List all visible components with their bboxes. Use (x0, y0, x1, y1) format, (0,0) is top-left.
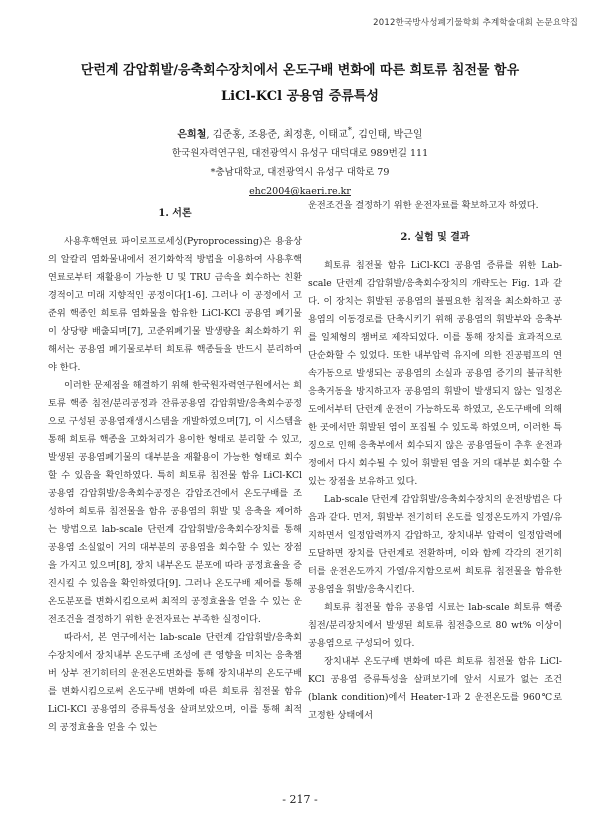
left-paragraph-2: 이러한 문제점을 해결하기 위해 한국원자력연구원에서는 희토류 핵종 침전/분리공정과 잔류공용염 감압휘발/응축회수공정으로 구성된 공용염재생시스템을 개발하였으며[7], 이 시스템을 통해 희토류 핵종을 고화처리가 용이한 형태로 분리할 수 있고, 발생된 공용염폐기물의 대부분을 재활용이 가능한 형태로 회수할 수 있음을 확인하였다. 특히 희토류 침전물 함유 LiCl-KCl 공용염 감압휘발/응축회수공정은 감압조건에서 온도구배를 조성하여 희토류 침전물을 함유 공용염의 휘발 및 응축을 제어하는 방법으로 lab-scale 단런계 감압휘발/응축회수장치를 통해 공용염 소실없이 거의 대부분의 공용염을 회수할 수 있는 장점을 가지고 있으며[8], 장치 내부온도 분포에 따라 공정효율을 증진시킬 수 있음을 확인하였다[9]. 그러나 온도구배 제어를 통해 온도분포를 변화시킴으로써 최적의 공정효율을 얻을 수 있는 운전조건을 결정하기 위한 운전자료는 부족한 실정이다. (48, 380, 302, 625)
title-line-2: LiCl-KCl 공용염 증류특성 (221, 89, 379, 104)
right-paragraph-2: Lab-scale 단런계 감압휘발/응축회수장치의 운전방법은 다음과 같다. 먼저, 휘발부 전기히터 온도를 일정온도까지 가열/유지하면서 일정압력까지 감압하고, 장치내부 압력이 일정압력에 도달하면 장치를 단런계로 전환하며, 이와 함께 각각의 전기히터를 운전온도까지 가열/유지함으로써 희토류 침전물을 함유한 공용염을 휘발/응축시킨다. (308, 494, 562, 595)
co-authors-2: , 김인태, 박근일 (351, 129, 423, 141)
affiliation-mark: * (347, 125, 352, 135)
running-header: 2012한국방사성폐기물학회 추계학술대회 논문요약집 (373, 18, 578, 28)
author-list (40, 121, 560, 144)
presenting-author: 은희철 (177, 129, 207, 141)
right-paragraph-0: 운전조건을 결정하기 위한 운전자료를 확보하고자 하였다. (308, 200, 539, 211)
author-email: ehc2004@kaeri.re.kr (249, 186, 351, 198)
right-column (308, 197, 562, 725)
right-paragraph-4: 장치내부 온도구배 변화에 따른 희토류 침전물 함유 LiCl-KCl 공용염 증류특성을 살펴보기에 앞서 시료가 없는 조건(blank condition)에서 Heater-1과 2 운전온도를 960℃로 고정한 상태에서 (308, 656, 562, 721)
affiliation-2: *충남대학교, 대전광역시 유성구 대학로 79 (210, 167, 390, 179)
left-column (48, 205, 302, 737)
right-paragraph-1: 희토류 침전물 함유 LiCl-KCl 공용염 증류를 위한 Lab-scale 단런계 감압휘발/응축회수장치의 개략도는 Fig. 1과 같다. 이 장치는 휘발된 공용염의 불필요한 침적을 최소화하고 공용염의 이동경로를 단축시키기 위해 공용염의 휘발부와 응축부를 일체형의 챔버로 제작되었다. 이를 통해 장치를 효과적으로 단순화할 수 있었다. 또한 내부압력 유지에 의한 진공펌프의 연속가동으로 발생되는 공용염의 소실과 공용염 증기의 불규칙한 응축거동을 방지하고자 공용염의 휘발이 발생되지 않는 일정온도에서부터 단런계 운전이 가능하도록 하였고, 온도구배에 의해 한 곳에서만 휘발된 염이 포집될 수 있도록 하였으며, 이러한 특징으로 인해 응축부에서 회수되지 않은 공용염들이 추후 운전과정에서 다시 회수될 수 있어 휘발된 염을 거의 대부분 회수할 수 있는 장점을 보유하고 있다. (308, 260, 562, 487)
page-number: - 217 - (282, 793, 318, 806)
co-authors: , 김준홍, 조용준, 최정훈, 이태교 (206, 129, 348, 141)
right-paragraph-3: 희토류 침전물 함유 공용염 시료는 lab-scale 희토류 핵종 침전/분리장치에서 발생된 희토류 침전층으로 80 wt% 이상이 공용염으로 구성되어 있다. (308, 602, 562, 649)
paper-title (40, 58, 560, 110)
left-paragraph-1: 사용후핵연료 파이로프로세싱(Pyroprocessing)은 용융상의 알칼리 염화물내에서 전기화학적 방법을 이용하여 사용후핵연료로부터 재활용이 가능한 U 및 TRU 금속을 회수하는 친환경적이고 미래 지향적인 공정이다[1-6]. 그러나 이 공정에서 고준위 핵종인 희토류 염화물을 함유한 LiCl-KCl 공용염 폐기물이 상당량 배출되며[7], 고준위폐기물 발생량을 최소화하기 위해서는 공용염 폐기물로부터 희토류 핵종들을 반드시 분리하여야 한다. (48, 236, 302, 373)
title-line-1: 단런계 감압휘발/응축회수장치에서 온도구배 변화에 따른 희토류 침전물 함유 (80, 63, 520, 78)
author-block (40, 121, 560, 201)
affiliation-1: 한국원자력연구원, 대전광역시 유성구 대덕대로 989번길 111 (171, 148, 429, 160)
left-paragraph-3: 따라서, 본 연구에서는 lab-scale 단런계 감압휘발/응축회수장치에서 장치내부 온도구배 조성에 큰 영향을 미치는 응축챔버 상부 전기히터의 운전온도변화를 통해 장치내부의 온도구배를 변화시킴으로써 온도구배 변화에 따른 희토류 침전물 함유 LiCl-KCl 공용염의 증류특성을 살펴보았으며, 이를 통해 최적의 공정효율을 얻을 수 있는 (48, 632, 302, 733)
section-2-title: 2. 실험 및 결과 (400, 232, 470, 243)
section-1-title: 1. 서론 (158, 208, 192, 219)
